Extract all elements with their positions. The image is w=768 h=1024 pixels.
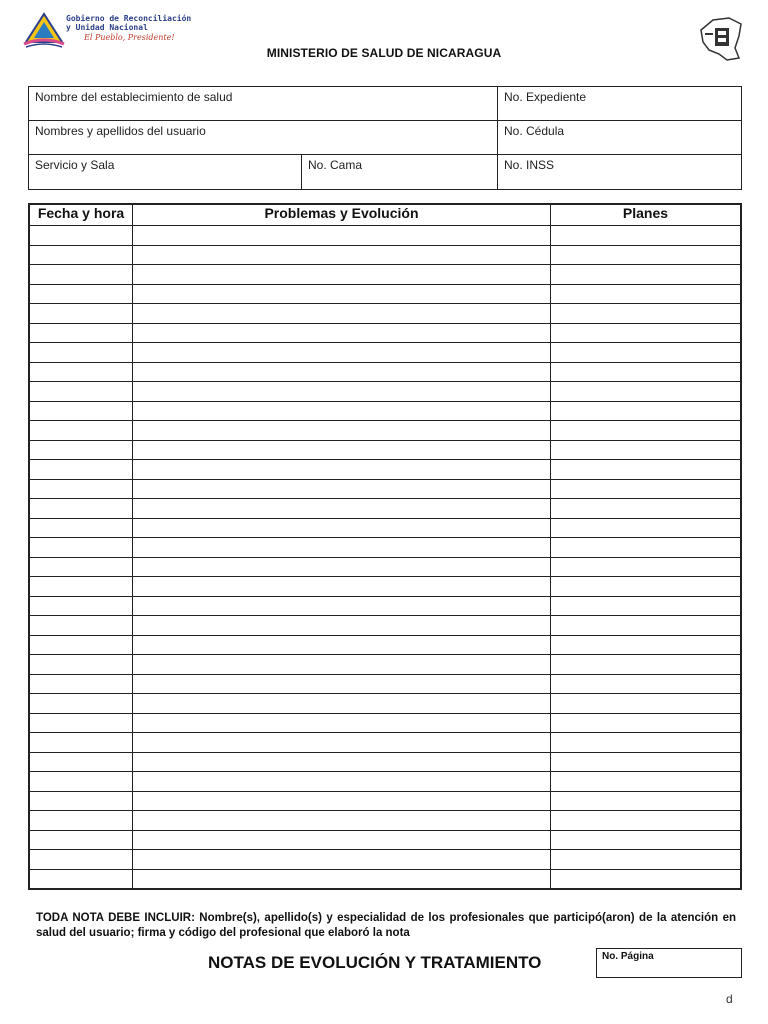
- patient-info-form: [28, 86, 742, 190]
- evolution-cell[interactable]: [133, 284, 551, 304]
- plans-cell[interactable]: [551, 518, 741, 538]
- date-cell[interactable]: [30, 869, 133, 889]
- evolution-cell[interactable]: [133, 401, 551, 421]
- plans-cell[interactable]: [551, 616, 741, 636]
- column-header-evolution: Problemas y Evolución: [133, 205, 551, 226]
- date-cell[interactable]: [30, 577, 133, 597]
- table-header-row: [30, 205, 741, 226]
- date-cell[interactable]: [30, 479, 133, 499]
- plans-cell[interactable]: [551, 772, 741, 792]
- evolution-notes-table: [28, 203, 742, 890]
- plans-cell[interactable]: [551, 830, 741, 850]
- bed-number-label: No. Cama: [308, 158, 363, 172]
- patient-name-label: Nombres y apellidos del usuario: [35, 124, 206, 138]
- evolution-cell[interactable]: [133, 245, 551, 265]
- plans-cell[interactable]: [551, 499, 741, 519]
- info-row: [29, 121, 741, 155]
- table-row: [30, 460, 741, 480]
- plans-cell[interactable]: [551, 382, 741, 402]
- plans-cell[interactable]: [551, 538, 741, 558]
- date-cell[interactable]: [30, 226, 133, 246]
- date-cell[interactable]: [30, 245, 133, 265]
- date-cell[interactable]: [30, 401, 133, 421]
- plans-cell[interactable]: [551, 733, 741, 753]
- table-row: [30, 284, 741, 304]
- plans-cell[interactable]: [551, 265, 741, 285]
- date-cell[interactable]: [30, 811, 133, 831]
- record-number-field[interactable]: [498, 87, 741, 120]
- date-cell[interactable]: [30, 440, 133, 460]
- table-row: [30, 850, 741, 870]
- table-row: [30, 596, 741, 616]
- table-row: [30, 869, 741, 889]
- date-cell[interactable]: [30, 850, 133, 870]
- plans-cell[interactable]: [551, 791, 741, 811]
- table-row: [30, 830, 741, 850]
- evolution-cell[interactable]: [133, 850, 551, 870]
- column-header-date: Fecha y hora: [30, 205, 133, 226]
- plans-cell[interactable]: [551, 694, 741, 714]
- id-number-label: No. Cédula: [504, 124, 565, 138]
- plans-cell[interactable]: [551, 869, 741, 889]
- date-cell[interactable]: [30, 713, 133, 733]
- id-number-field[interactable]: [498, 121, 741, 154]
- evolution-cell[interactable]: [133, 635, 551, 655]
- plans-cell[interactable]: [551, 401, 741, 421]
- plans-cell[interactable]: [551, 577, 741, 597]
- evolution-cell[interactable]: [133, 460, 551, 480]
- column-header-plans: Planes: [551, 205, 741, 226]
- plans-cell[interactable]: [551, 713, 741, 733]
- plans-cell[interactable]: [551, 479, 741, 499]
- table-row: [30, 479, 741, 499]
- service-ward-label: Servicio y Sala: [35, 158, 115, 172]
- table-row: [30, 577, 741, 597]
- evolution-cell[interactable]: [133, 538, 551, 558]
- page-number-field[interactable]: [596, 948, 742, 978]
- evolution-cell[interactable]: [133, 499, 551, 519]
- evolution-cell[interactable]: [133, 557, 551, 577]
- plans-cell[interactable]: [551, 245, 741, 265]
- evolution-cell[interactable]: [133, 811, 551, 831]
- table-row: [30, 440, 741, 460]
- instructions-note: TODA NOTA DEBE INCLUIR: Nombre(s), apellido(s) y especialidad de los profesionales que participó(aron) de la atención en salud del usuario; firma y código del profesional que elaboró la nota: [36, 912, 736, 939]
- date-cell[interactable]: [30, 733, 133, 753]
- table-row: [30, 733, 741, 753]
- evolution-cell[interactable]: [133, 343, 551, 363]
- date-cell[interactable]: [30, 518, 133, 538]
- page-number-label: No. Página: [602, 951, 654, 962]
- plans-cell[interactable]: [551, 655, 741, 675]
- table-row: [30, 304, 741, 324]
- table-row: [30, 655, 741, 675]
- inss-number-field[interactable]: [498, 155, 741, 189]
- evolution-cell[interactable]: [133, 674, 551, 694]
- plans-cell[interactable]: [551, 635, 741, 655]
- date-cell[interactable]: [30, 343, 133, 363]
- record-number-label: No. Expediente: [504, 90, 587, 104]
- table-row: [30, 811, 741, 831]
- date-cell[interactable]: [30, 772, 133, 792]
- patient-name-field[interactable]: [29, 121, 498, 154]
- evolution-cell[interactable]: [133, 869, 551, 889]
- date-cell[interactable]: [30, 694, 133, 714]
- table-row: [30, 245, 741, 265]
- table-row: [30, 557, 741, 577]
- table-row: [30, 343, 741, 363]
- evolution-cell[interactable]: [133, 362, 551, 382]
- plans-cell[interactable]: [551, 421, 741, 441]
- table-row: [30, 752, 741, 772]
- evolution-cell[interactable]: [133, 830, 551, 850]
- evolution-cell[interactable]: [133, 265, 551, 285]
- evolution-cell[interactable]: [133, 226, 551, 246]
- date-cell[interactable]: [30, 265, 133, 285]
- evolution-cell[interactable]: [133, 713, 551, 733]
- evolution-cell[interactable]: [133, 733, 551, 753]
- table-row: [30, 694, 741, 714]
- evolution-cell[interactable]: [133, 304, 551, 324]
- info-row: [29, 155, 741, 189]
- date-cell[interactable]: [30, 362, 133, 382]
- date-cell[interactable]: [30, 596, 133, 616]
- table-row: [30, 518, 741, 538]
- form-title: NOTAS DE EVOLUCIÓN Y TRATAMIENTO: [208, 953, 542, 972]
- table-row: [30, 362, 741, 382]
- date-cell[interactable]: [30, 655, 133, 675]
- date-cell[interactable]: [30, 791, 133, 811]
- triangle-emblem-icon: [22, 10, 66, 50]
- table-row: [30, 265, 741, 285]
- evolution-cell[interactable]: [133, 440, 551, 460]
- table-row: [30, 382, 741, 402]
- evolution-cell[interactable]: [133, 752, 551, 772]
- table-row: [30, 616, 741, 636]
- plans-cell[interactable]: [551, 752, 741, 772]
- date-cell[interactable]: [30, 557, 133, 577]
- evolution-cell[interactable]: [133, 479, 551, 499]
- date-cell[interactable]: [30, 674, 133, 694]
- establishment-field[interactable]: [29, 87, 498, 120]
- evolution-cell[interactable]: [133, 577, 551, 597]
- plans-cell[interactable]: [551, 596, 741, 616]
- inss-number-label: No. INSS: [504, 158, 555, 172]
- table-row: [30, 713, 741, 733]
- table-row: [30, 791, 741, 811]
- plans-cell[interactable]: [551, 343, 741, 363]
- table-row: [30, 674, 741, 694]
- table-row: [30, 421, 741, 441]
- evolution-cell[interactable]: [133, 421, 551, 441]
- plans-cell[interactable]: [551, 304, 741, 324]
- date-cell[interactable]: [30, 499, 133, 519]
- bed-number-field[interactable]: [302, 155, 498, 189]
- evolution-cell[interactable]: [133, 655, 551, 675]
- date-cell[interactable]: [30, 323, 133, 343]
- date-cell[interactable]: [30, 635, 133, 655]
- service-ward-field[interactable]: [29, 155, 302, 189]
- government-name: Gobierno de Reconciliación y Unidad Nacional: [66, 14, 192, 32]
- plans-cell[interactable]: [551, 440, 741, 460]
- date-cell[interactable]: [30, 284, 133, 304]
- plans-cell[interactable]: [551, 674, 741, 694]
- table-row: [30, 772, 741, 792]
- plans-cell[interactable]: [551, 850, 741, 870]
- plans-cell[interactable]: [551, 460, 741, 480]
- plans-cell[interactable]: [551, 557, 741, 577]
- date-cell[interactable]: [30, 421, 133, 441]
- table-row: [30, 401, 741, 421]
- date-cell[interactable]: [30, 616, 133, 636]
- date-cell[interactable]: [30, 304, 133, 324]
- table-row: [30, 635, 741, 655]
- plans-cell[interactable]: [551, 811, 741, 831]
- table-row: [30, 323, 741, 343]
- date-cell[interactable]: [30, 460, 133, 480]
- plans-cell[interactable]: [551, 323, 741, 343]
- evolution-cell[interactable]: [133, 772, 551, 792]
- plans-cell[interactable]: [551, 362, 741, 382]
- evolution-cell[interactable]: [133, 323, 551, 343]
- corner-mark: d: [726, 992, 733, 1006]
- table-row: [30, 226, 741, 246]
- date-cell[interactable]: [30, 538, 133, 558]
- establishment-label: Nombre del establecimiento de salud: [35, 90, 233, 104]
- government-slogan: El Pueblo, Presidente!: [84, 33, 175, 42]
- date-cell[interactable]: [30, 382, 133, 402]
- plans-cell[interactable]: [551, 284, 741, 304]
- ministry-title: MINISTERIO DE SALUD DE NICARAGUA: [266, 46, 502, 60]
- evolution-cell[interactable]: [133, 596, 551, 616]
- evolution-cell[interactable]: [133, 616, 551, 636]
- table-row: [30, 538, 741, 558]
- date-cell[interactable]: [30, 830, 133, 850]
- info-row: [29, 87, 741, 121]
- evolution-cell[interactable]: [133, 382, 551, 402]
- evolution-cell[interactable]: [133, 694, 551, 714]
- table-row: [30, 499, 741, 519]
- plans-cell[interactable]: [551, 226, 741, 246]
- evolution-cell[interactable]: [133, 518, 551, 538]
- evolution-cell[interactable]: [133, 791, 551, 811]
- date-cell[interactable]: [30, 752, 133, 772]
